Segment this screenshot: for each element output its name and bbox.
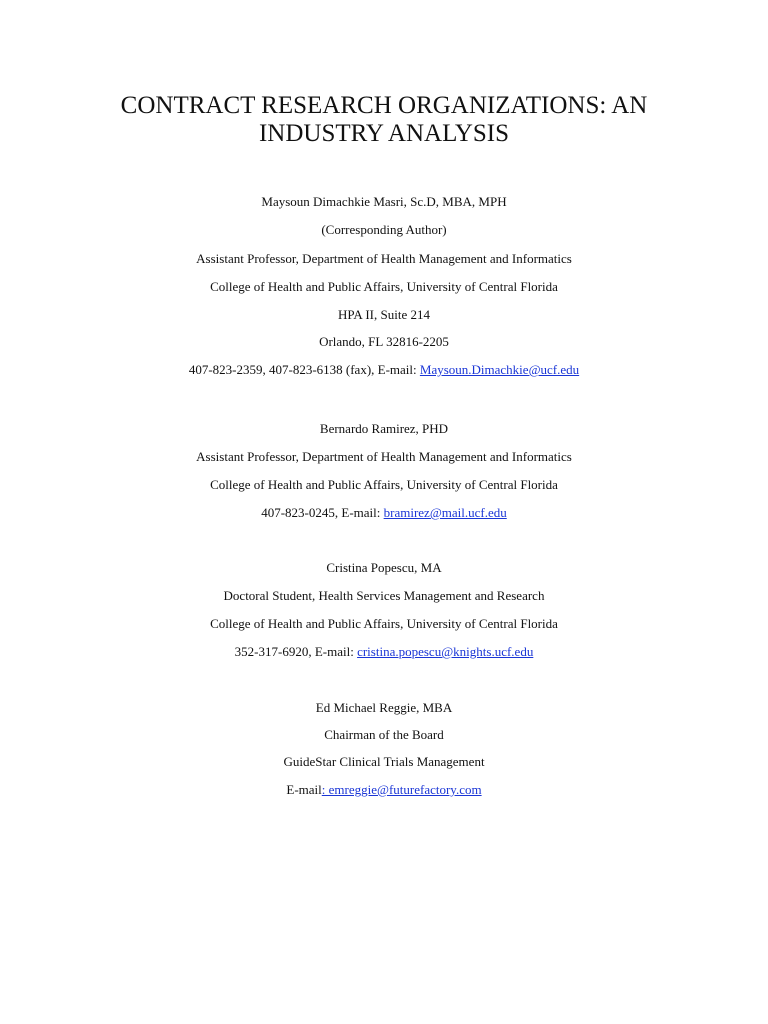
author-affiliation: GuideStar Clinical Trials Management bbox=[283, 754, 485, 769]
title-line-2: INDUSTRY ANALYSIS bbox=[258, 120, 510, 147]
author-affiliation: College of Health and Public Affairs, University of Central Florida bbox=[210, 279, 558, 294]
author-position: Chairman of the Board bbox=[324, 727, 444, 742]
author-name: Ed Michael Reggie, MBA bbox=[315, 700, 453, 715]
contact-prefix: 407-823-2359, 407-823-6138 (fax), E-mail: bbox=[188, 362, 420, 377]
author-affiliation: College of Health and Public Affairs, University of Central Florida bbox=[210, 616, 558, 631]
author-name: Maysoun Dimachkie Masri, Sc.D, MBA, MPH bbox=[261, 194, 507, 209]
author-name: Cristina Popescu, MA bbox=[326, 560, 442, 575]
corresponding-note: (Corresponding Author) bbox=[321, 222, 447, 237]
author-contact bbox=[0, 644, 768, 660]
email-link[interactable]: cristina.popescu@knights.ucf.edu bbox=[357, 644, 534, 659]
author-contact bbox=[0, 505, 768, 521]
author-contact bbox=[0, 362, 768, 378]
email-link[interactable]: : emreggie@futurefactory.com bbox=[321, 782, 482, 797]
contact-prefix: 407-823-0245, E-mail: bbox=[261, 505, 384, 520]
contact-prefix: E-mail bbox=[286, 782, 322, 797]
author-address-line-2: Orlando, FL 32816-2205 bbox=[319, 334, 449, 349]
email-link[interactable]: Maysoun.Dimachkie@ucf.edu bbox=[419, 362, 580, 377]
author-position: Assistant Professor, Department of Health Management and Informatics bbox=[196, 449, 572, 464]
author-position: Doctoral Student, Health Services Management and Research bbox=[223, 588, 545, 603]
author-contact bbox=[0, 782, 768, 798]
title-line-1: CONTRACT RESEARCH ORGANIZATIONS: AN bbox=[120, 92, 648, 119]
author-name: Bernardo Ramirez, PHD bbox=[319, 421, 449, 436]
author-address-line-1: HPA II, Suite 214 bbox=[338, 307, 430, 322]
email-link[interactable]: bramirez@mail.ucf.edu bbox=[383, 505, 507, 520]
contact-prefix: 352-317-6920, E-mail: bbox=[234, 644, 358, 659]
author-affiliation: College of Health and Public Affairs, University of Central Florida bbox=[210, 477, 558, 492]
author-position: Assistant Professor, Department of Health Management and Informatics bbox=[196, 251, 572, 266]
